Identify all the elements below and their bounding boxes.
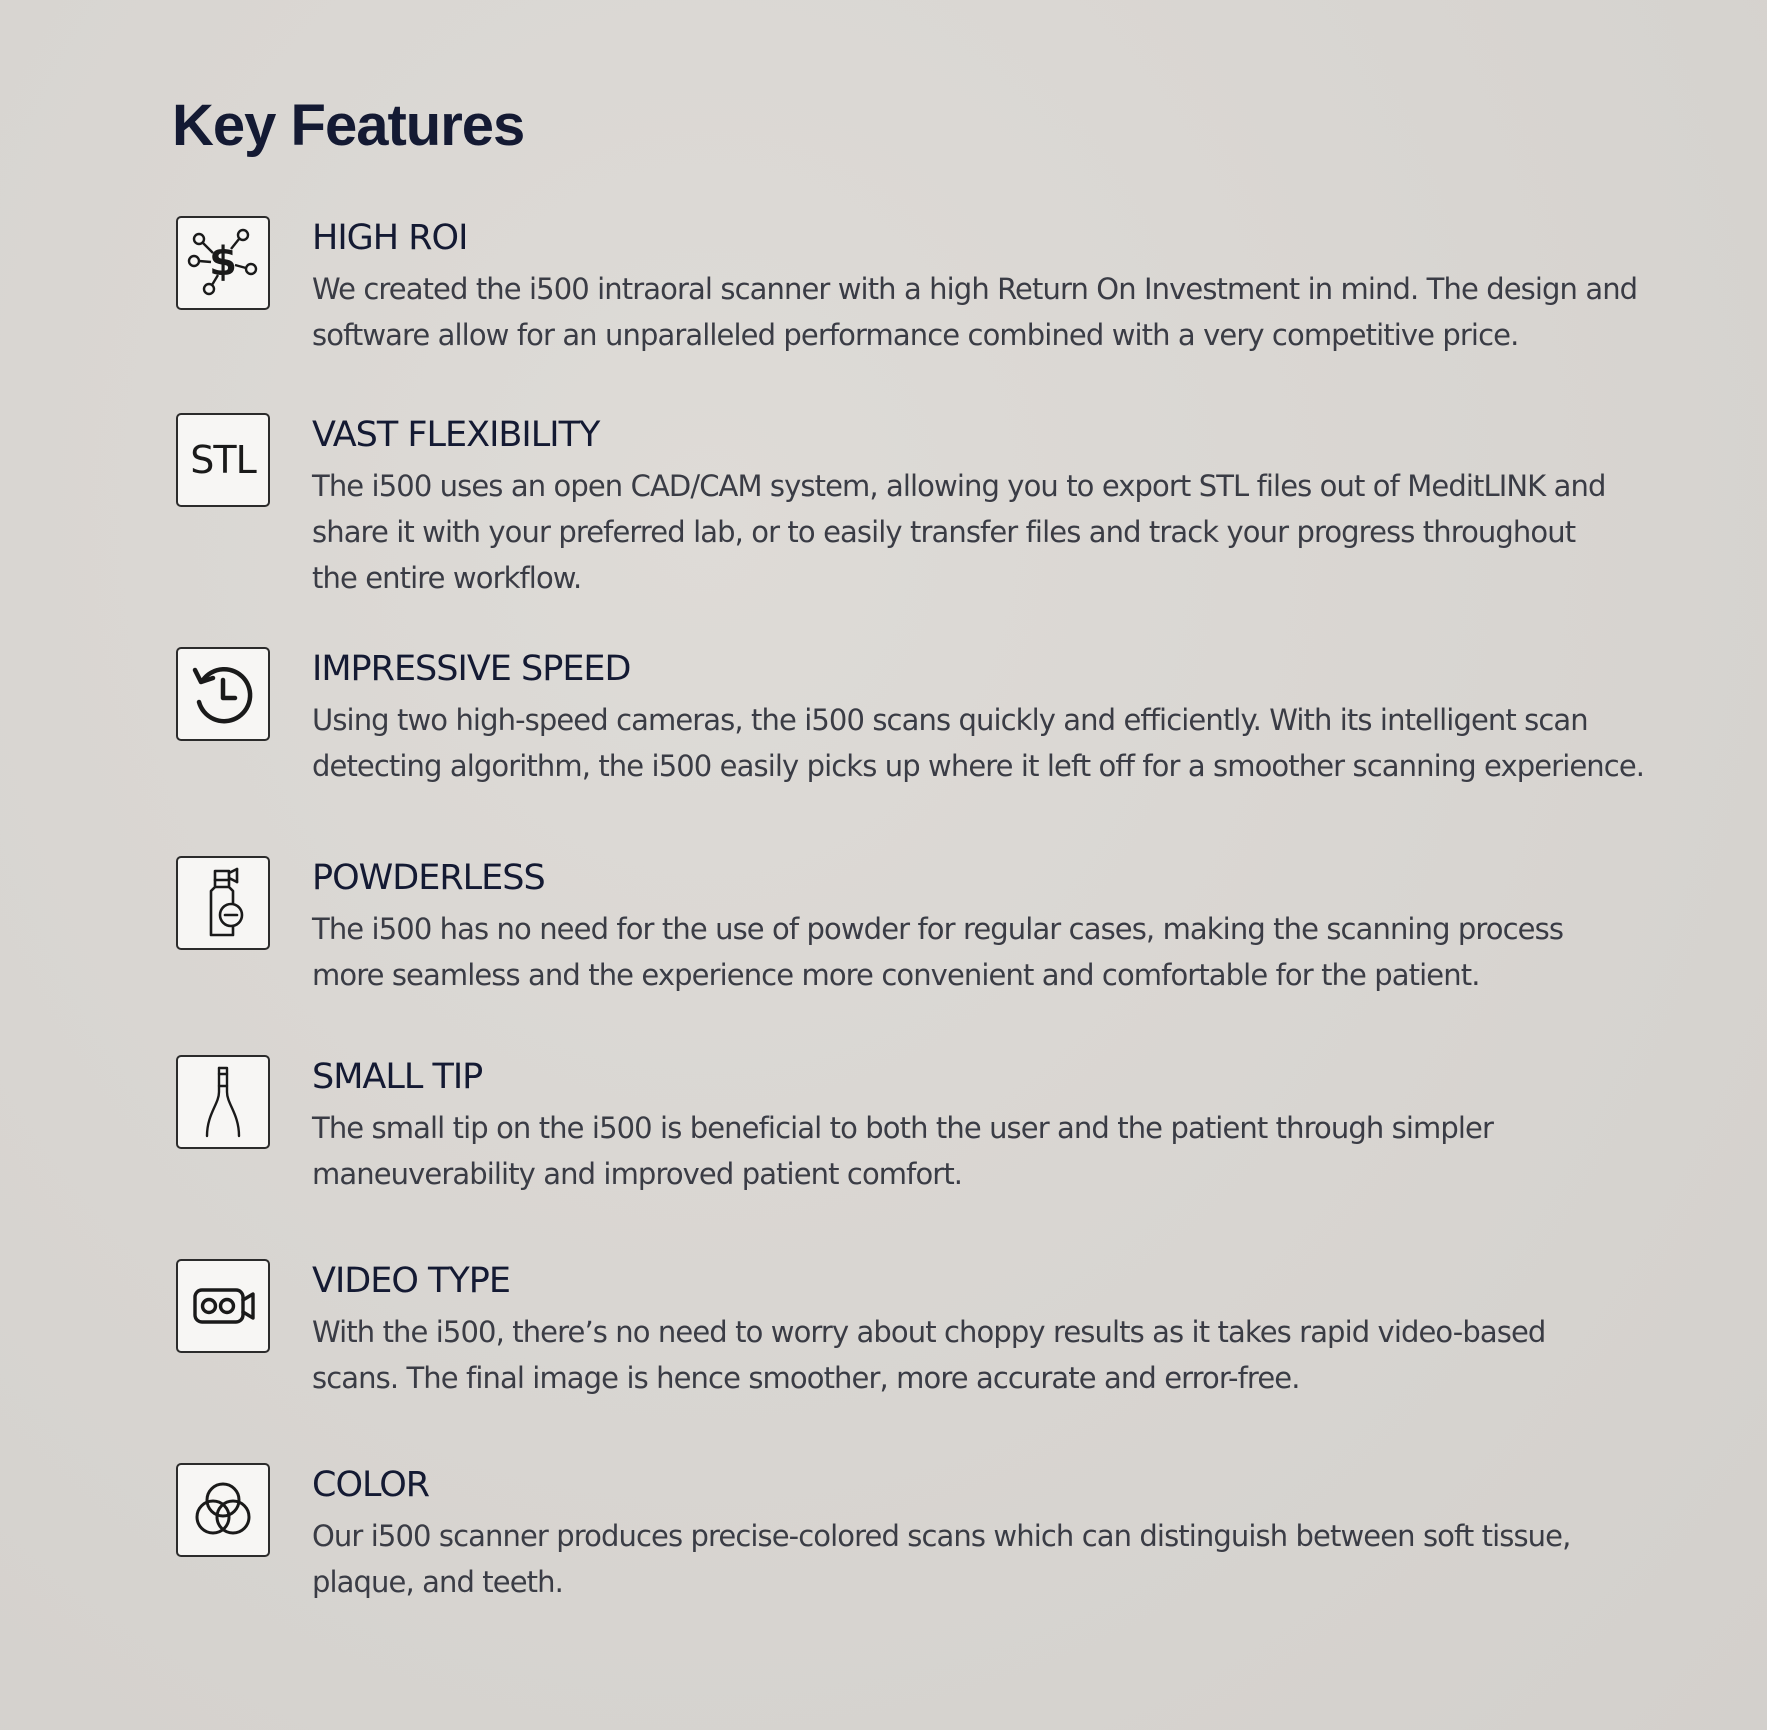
video-camera-icon — [176, 1259, 270, 1353]
stl-icon-label: STL — [190, 438, 256, 482]
feature-title: COLOR — [312, 1465, 430, 1505]
feature-content — [312, 1463, 1672, 1605]
feature-content — [312, 216, 1672, 358]
feature-description — [312, 1309, 1672, 1401]
description-line: The i500 uses an open CAD/CAM system, allowing you to export STL files out of MeditLINK and — [312, 469, 1606, 503]
feature-description — [312, 266, 1672, 358]
description-line: the entire workflow. — [312, 561, 582, 595]
feature-content — [312, 1259, 1672, 1401]
description-line: more seamless and the experience more convenient and comfortable for the patient. — [312, 958, 1480, 992]
scanner-tip-icon — [176, 1055, 270, 1149]
description-line: maneuverability and improved patient comfort. — [312, 1157, 963, 1191]
feature-title: VAST FLEXIBILITY — [312, 415, 600, 455]
description-line: With the i500, there’s no need to worry about choppy results as it takes rapid video-based — [312, 1315, 1546, 1349]
feature-description — [312, 697, 1672, 789]
page-title: Key Features — [172, 93, 525, 158]
feature-description — [312, 906, 1672, 998]
spray-no-powder-icon — [176, 856, 270, 950]
feature-title: IMPRESSIVE SPEED — [312, 649, 631, 689]
feature-title: POWDERLESS — [312, 858, 545, 898]
feature-title: VIDEO TYPE — [312, 1261, 510, 1301]
stl-file-icon — [176, 413, 270, 507]
feature-content — [312, 1055, 1672, 1197]
description-line: scans. The final image is hence smoother, more accurate and error-free. — [312, 1361, 1300, 1395]
dollar-network-icon — [176, 216, 270, 310]
description-line: We created the i500 intraoral scanner with a high Return On Investment in mind. The design and — [312, 272, 1638, 306]
description-line: detecting algorithm, the i500 easily picks up where it left off for a smoother scanning experience. — [312, 749, 1645, 783]
feature-title: HIGH ROI — [312, 218, 468, 258]
description-line: Using two high-speed cameras, the i500 scans quickly and efficiently. With its intelligent scan — [312, 703, 1588, 737]
description-line: The small tip on the i500 is beneficial to both the user and the patient through simpler — [312, 1111, 1493, 1145]
feature-content — [312, 647, 1672, 789]
feature-description — [312, 463, 1672, 601]
feature-description — [312, 1513, 1672, 1605]
description-line: plaque, and teeth. — [312, 1565, 563, 1599]
feature-title: SMALL TIP — [312, 1057, 483, 1097]
feature-content — [312, 413, 1672, 601]
description-line: The i500 has no need for the use of powder for regular cases, making the scanning process — [312, 912, 1564, 946]
description-line: Our i500 scanner produces precise-colored scans which can distinguish between soft tissue, — [312, 1519, 1571, 1553]
clock-history-icon — [176, 647, 270, 741]
svg-text:$: $ — [209, 239, 237, 285]
description-line: share it with your preferred lab, or to easily transfer files and track your progress throughout — [312, 515, 1576, 549]
feature-content — [312, 856, 1672, 998]
description-line: software allow for an unparalleled performance combined with a very competitive price. — [312, 318, 1519, 352]
feature-description — [312, 1105, 1672, 1197]
color-circles-icon — [176, 1463, 270, 1557]
